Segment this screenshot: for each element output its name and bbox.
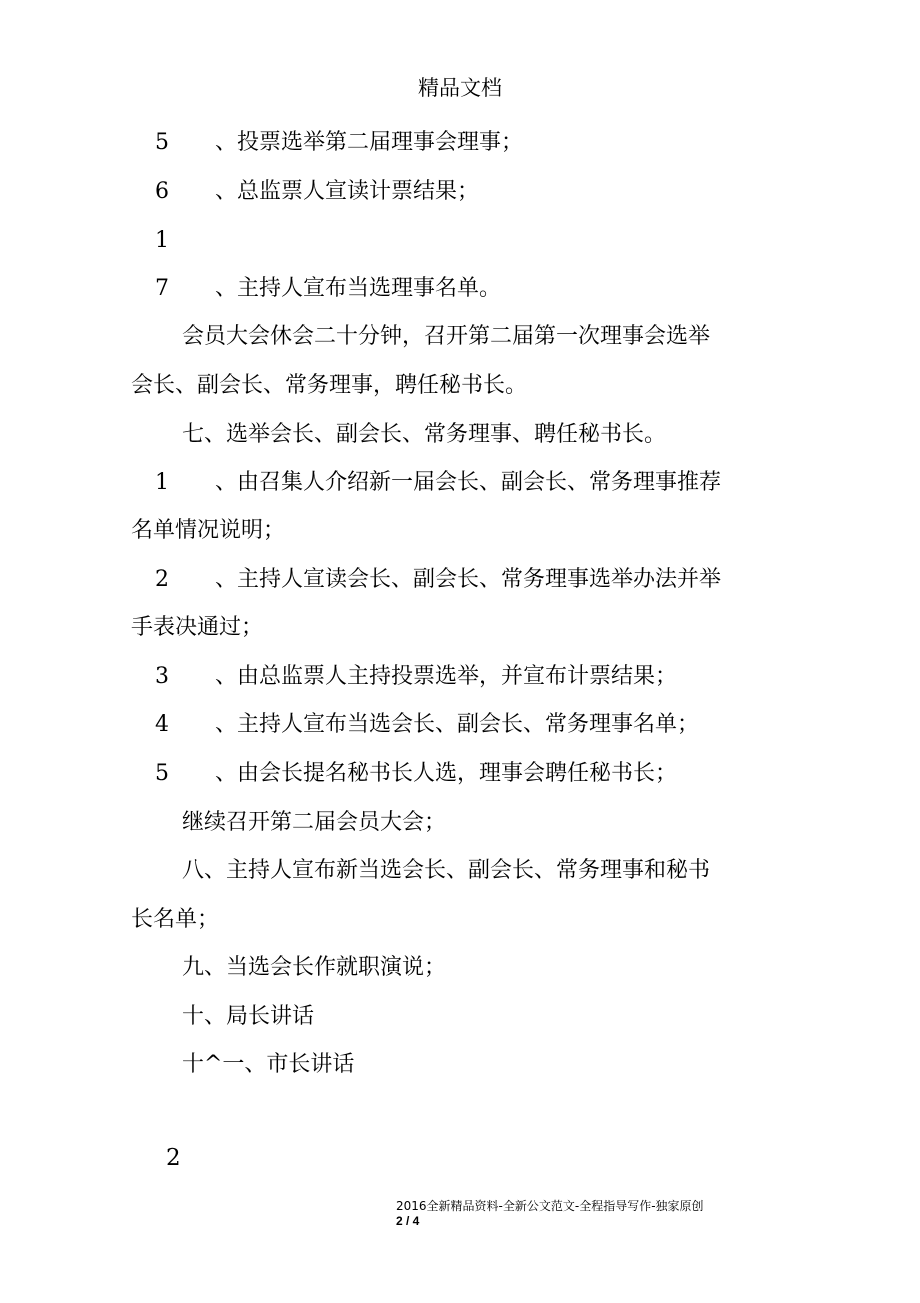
item-text: 、由总监票人主持投票选举，并宣布计票结果；	[215, 664, 678, 689]
item-text: 、由召集人介绍新一届会长、副会长、常务理事推荐	[215, 470, 722, 495]
footer-text: 2016全新精品资料-全新公文范文-全程指导写作-独家原创	[396, 1199, 704, 1213]
list-item-1	[155, 468, 721, 498]
list-item-5	[155, 128, 523, 158]
section-heading-9: 九、当选会长作就职演说；	[182, 955, 447, 980]
paragraph-line: 会长、副会长、常务理事，聘任秘书长。	[131, 373, 528, 398]
page-marker: 2	[166, 1145, 181, 1171]
item-number: 1	[155, 470, 169, 495]
paragraph-line: 继续召开第二届会员大会；	[182, 810, 447, 835]
list-item-7	[155, 274, 501, 304]
item-text: 、主持人宣布当选理事名单。	[215, 276, 502, 301]
section-heading-10: 十、局长讲话	[182, 1004, 315, 1029]
stray-number	[155, 226, 215, 256]
item-text: 、总监票人宣读计票结果；	[215, 179, 480, 204]
item-number: 2	[155, 567, 169, 592]
list-item-4	[155, 710, 699, 740]
paragraph-line: 会员大会休会二十分钟，召开第二届第一次理事会选举	[182, 324, 711, 349]
item-number: 6	[155, 179, 169, 204]
item-text: 、投票选举第二届理事会理事；	[215, 130, 524, 155]
item-number: 7	[155, 276, 169, 301]
paragraph-line: 名单情况说明；	[131, 518, 286, 543]
section-heading-7: 七、选举会长、副会长、常务理事、聘任秘书长。	[182, 422, 667, 447]
item-text: 、主持人宣布当选会长、副会长、常务理事名单；	[215, 712, 700, 737]
paragraph-line: 手表决通过；	[131, 615, 264, 640]
list-item-5b	[155, 759, 677, 789]
list-item-6	[155, 177, 479, 207]
item-number: 1	[155, 228, 169, 253]
page-number: 2 / 4	[396, 1214, 420, 1228]
item-number: 3	[155, 664, 169, 689]
item-text: 、主持人宣读会长、副会长、常务理事选举办法并举	[215, 567, 722, 592]
item-number: 5	[155, 761, 169, 786]
list-item-3	[155, 662, 677, 692]
item-text: 、由会长提名秘书长人选，理事会聘任秘书长；	[215, 761, 678, 786]
section-heading-8: 八、主持人宣布新当选会长、副会长、常务理事和秘书	[182, 858, 711, 883]
section-heading-11: 十^一、市长讲话	[182, 1052, 355, 1077]
document-header: 精品文档	[418, 76, 502, 100]
list-item-2	[155, 565, 721, 595]
item-number: 5	[155, 130, 169, 155]
paragraph-line: 长名单；	[131, 907, 220, 932]
item-number: 4	[155, 712, 169, 737]
